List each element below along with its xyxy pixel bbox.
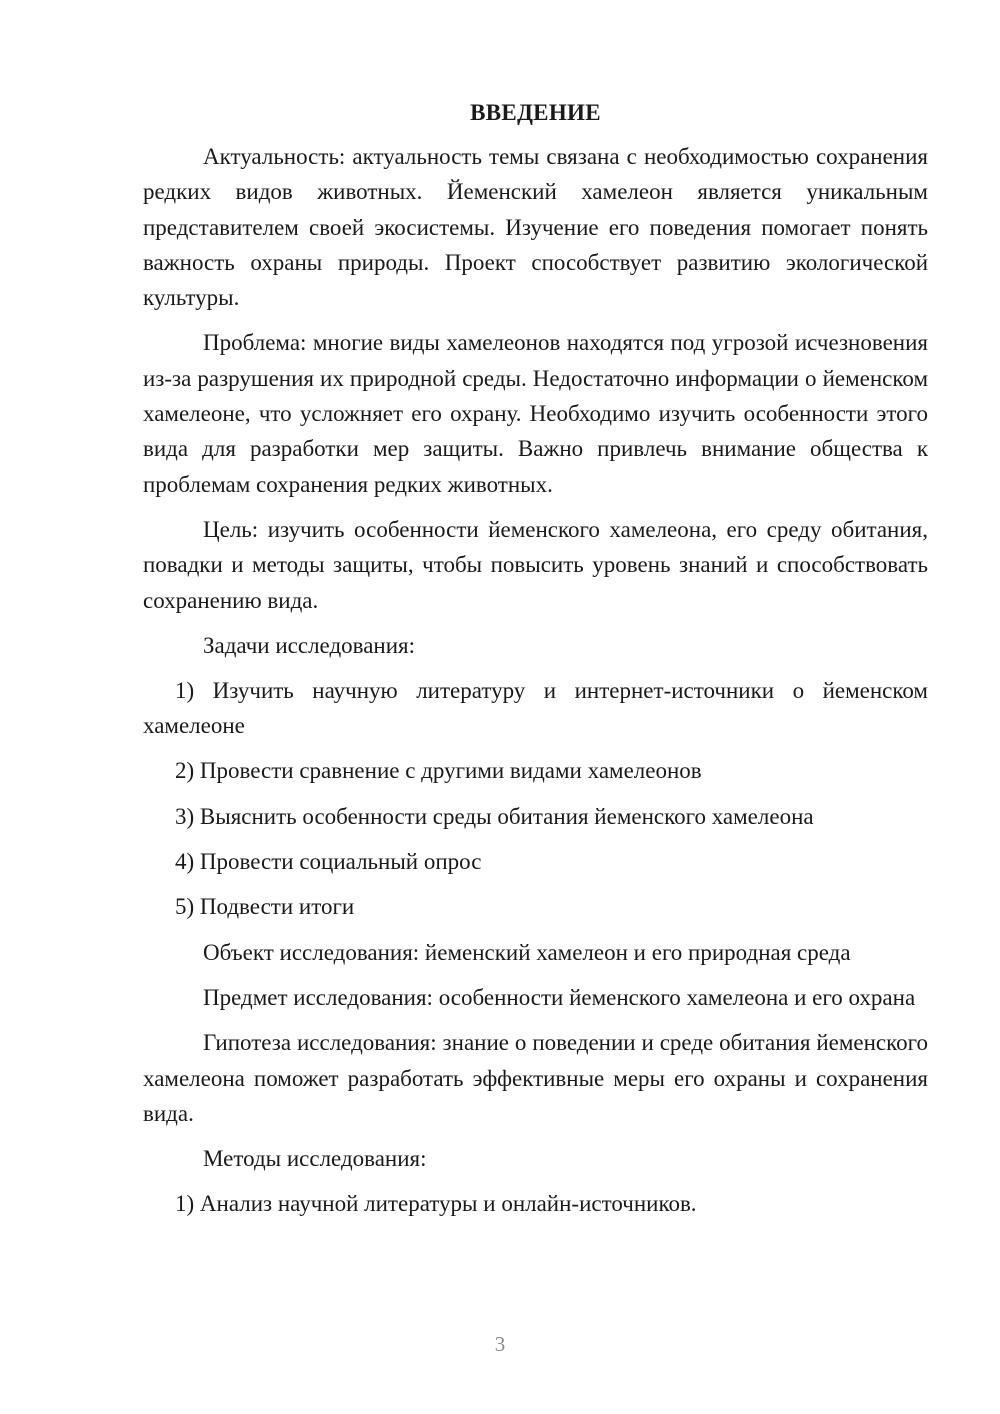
goal-paragraph: Цель: изучить особенности йеменского хамелеона, его среду обитания, повадки и методы защиты, чтобы повысить уровень знаний и способствовать сохранению вида. xyxy=(143,516,928,613)
object-paragraph: Объект исследования: йеменский хамелеон и его природная среда xyxy=(203,939,851,965)
tasks-heading: Задачи исследования: xyxy=(203,632,416,658)
page-number: 3 xyxy=(494,1332,506,1356)
problem-paragraph: Проблема: многие виды хамелеонов находятся под угрозой исчезновения из-за разрушения их природной среды. Недостаточно информации о йеменском хамелеоне, что усложняет его охрану. Необходимо изучить особенности этого вида для разработки мер защиты. Важно привлечь внимание общества к проблемам сохранения редких животных. xyxy=(143,330,928,497)
list-item: 1) Анализ научной литературы и онлайн-источников. xyxy=(175,1191,697,1217)
list-item: 3) Выяснить особенности среды обитания йеменского хамелеона xyxy=(175,803,814,829)
list-item: 2) Провести сравнение с другими видами хамелеонов xyxy=(175,758,702,784)
list-item: 4) Провести социальный опрос xyxy=(175,849,482,875)
tasks-list xyxy=(143,673,928,925)
subject-paragraph: Предмет исследования: особенности йеменского хамелеона и его охрана xyxy=(203,984,916,1010)
list-item: 5) Подвести итоги xyxy=(175,894,355,920)
methods-list xyxy=(143,1186,928,1221)
list-item: 1) Изучить научную литературу и интернет-источники о йеменском хамелеоне xyxy=(143,677,928,739)
relevance-paragraph: Актуальность: актуальность темы связана с необходимостью сохранения редких видов животных. Йеменский хамелеон является уникальным представителем своей экосистемы. Изучение его поведения помогает понять важность охраны природы. Проект способствует развитию экологической культуры. xyxy=(143,144,928,311)
page-content xyxy=(143,95,928,1231)
methods-heading: Методы исследования: xyxy=(203,1146,427,1172)
hypothesis-paragraph: Гипотеза исследования: знание о поведении и среде обитания йеменского хамелеона поможет разработать эффективные меры его охраны и сохранения вида. xyxy=(143,1030,928,1126)
section-title: ВВЕДЕНИЕ xyxy=(470,100,601,125)
